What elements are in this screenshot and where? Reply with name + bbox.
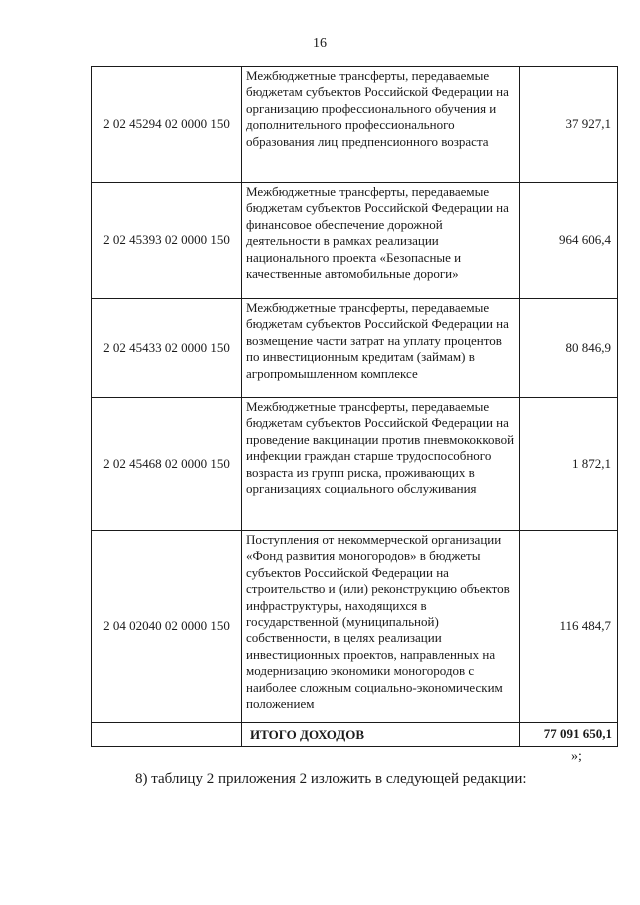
amount-cell: 80 846,9 bbox=[520, 299, 618, 398]
amendment-instruction: 8) таблицу 2 приложения 2 изложить в следующей редакции: bbox=[135, 771, 527, 787]
total-row bbox=[92, 723, 618, 747]
description-cell: Межбюджетные трансферты, передаваемые бюджетам субъектов Российской Федерации на возмещение части затрат на уплату процентов по инвестиционным кредитам (займам) в агропромышленном комплексе bbox=[242, 299, 520, 398]
budget-code-cell: 2 02 45294 02 0000 150 bbox=[92, 67, 242, 183]
table-row bbox=[92, 531, 618, 723]
description-cell: Межбюджетные трансферты, передаваемые бюджетам субъектов Российской Федерации на проведение вакцинации против пневмококковой инфекции граждан старше трудоспособного возраста из групп риска, проживающих в организациях социального обслуживания bbox=[242, 398, 520, 531]
description-cell: Межбюджетные трансферты, передаваемые бюджетам субъектов Российской Федерации на финансовое обеспечение дорожной деятельности в рамках реализации национального проекта «Безопасные и качественные автомобильные дороги» bbox=[242, 183, 520, 299]
revenue-table bbox=[91, 66, 618, 747]
total-label: ИТОГО ДОХОДОВ bbox=[242, 723, 520, 747]
page-number: 16 bbox=[313, 36, 327, 51]
description-cell: Межбюджетные трансферты, передаваемые бюджетам субъектов Российской Федерации на организацию профессионального обучения и дополнительного профессионального образования лиц предпенсионного возраста bbox=[242, 67, 520, 183]
amount-cell: 964 606,4 bbox=[520, 183, 618, 299]
amount-cell: 37 927,1 bbox=[520, 67, 618, 183]
description-cell: Поступления от некоммерческой организации «Фонд развития моногородов» в бюджеты субъектов Российской Федерации на строительство и (или) реконструкцию объектов инфраструктуры, находящихся в государственной (муниципальной) собственности, в целях реализации инвестиционных проектов, направленных на модернизацию экономики моногородов с наиболее сложным социально-экономическим положением bbox=[242, 531, 520, 723]
budget-code-cell: 2 04 02040 02 0000 150 bbox=[92, 531, 242, 723]
total-amount: 77 091 650,1 bbox=[520, 723, 618, 747]
table-row bbox=[92, 398, 618, 531]
table-row bbox=[92, 183, 618, 299]
budget-code-cell: 2 02 45393 02 0000 150 bbox=[92, 183, 242, 299]
total-code-cell bbox=[92, 723, 242, 747]
budget-code-cell: 2 02 45433 02 0000 150 bbox=[92, 299, 242, 398]
closing-quote-mark: »; bbox=[571, 749, 582, 764]
table-row bbox=[92, 299, 618, 398]
budget-code-cell: 2 02 45468 02 0000 150 bbox=[92, 398, 242, 531]
amount-cell: 1 872,1 bbox=[520, 398, 618, 531]
amount-cell: 116 484,7 bbox=[520, 531, 618, 723]
table-row bbox=[92, 67, 618, 183]
